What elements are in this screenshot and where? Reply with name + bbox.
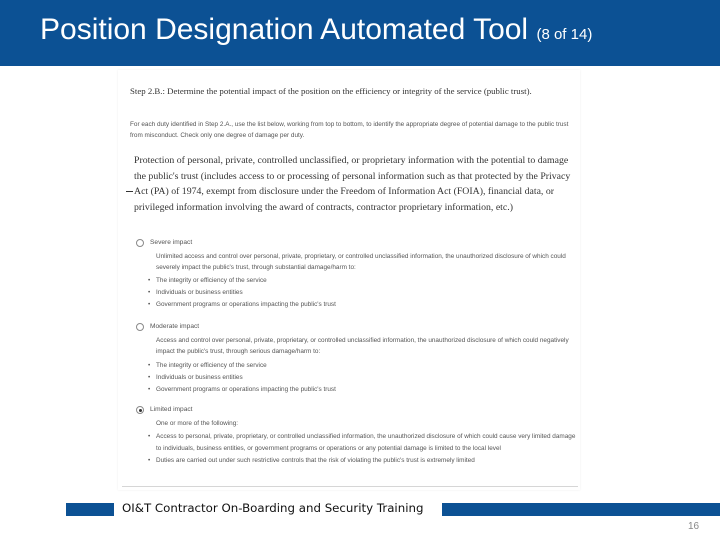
footer-bar-left [66, 503, 114, 516]
limited-impact-bullets [148, 431, 576, 467]
list-item: • Access to personal, private, proprietary, or controlled unclassified information, the unauthorized disclosure of which could cause very limited damage to individuals, business entities, or government programs or operations or any potential damage is limited to the local level [148, 431, 576, 455]
footer-bar-right [442, 503, 720, 516]
slide-title [40, 13, 592, 47]
protection-description: Protection of personal, private, controlled unclassified, or proprietary information with the potential to damage the public's trust (includes access to or processing of personal information such as that protected by the Privacy Act (PA) of 1974, exempt from disclosure under the Freedom of Information Act (FOIA), financial data, or privileged information involving the award of contracts, contractor proprietary information, etc.) [134, 155, 571, 213]
instructions-text: For each duty identified in Step 2.A., use the list below, working from top to bottom, to identify the appropriate degree of potential damage to the public trust from misconduct. Check only one degree of damage per duty. [130, 121, 569, 139]
moderate-impact-label[interactable]: Moderate impact [150, 323, 200, 330]
moderate-impact-description: Access and control over personal, private, proprietary, or controlled unclassified information, the unauthorized disclosure of which could negatively impact the public's trust, through serious damage/harm to: [156, 337, 569, 356]
severe-impact-label[interactable]: Severe impact [150, 239, 193, 246]
list-item: • The integrity or efficiency of the service [148, 360, 576, 372]
list-item: • Individuals or business entities [148, 372, 576, 384]
list-item: • Government programs or operations impacting the public's trust [148, 299, 576, 311]
limited-impact-label[interactable]: Limited impact [150, 406, 193, 413]
severe-impact-bullets [148, 275, 576, 311]
list-item: • Government programs or operations impacting the public's trust [148, 384, 576, 396]
panel-divider [122, 486, 578, 487]
step-heading: Step 2.B.: Determine the potential impact of the position on the efficiency or integrity of the service (public trust). [130, 86, 532, 96]
limited-impact-radio[interactable] [136, 406, 144, 414]
list-item: • Duties are carried out under such restrictive controls that the risk of violating the public's trust is extremely limited [148, 455, 576, 467]
dash-mark [126, 191, 133, 192]
slide-title-main: Position Designation Automated Tool [40, 13, 529, 46]
footer-text: OI&T Contractor On-Boarding and Security Training [122, 501, 424, 515]
moderate-impact-bullets [148, 360, 576, 396]
page-number: 16 [688, 521, 700, 532]
slide-title-suffix: (8 of 14) [536, 26, 593, 43]
severe-impact-radio[interactable] [136, 239, 144, 247]
moderate-impact-radio[interactable] [136, 323, 144, 331]
severe-impact-description: Unlimited access and control over personal, private, proprietary, or controlled unclassified information, the unauthorized disclosure of which could severely impact the public's trust, through substantial damage/harm to: [156, 253, 566, 272]
limited-impact-description: One or more of the following: [156, 420, 239, 427]
list-item: • Individuals or business entities [148, 287, 576, 299]
list-item: • The integrity or efficiency of the service [148, 275, 576, 287]
